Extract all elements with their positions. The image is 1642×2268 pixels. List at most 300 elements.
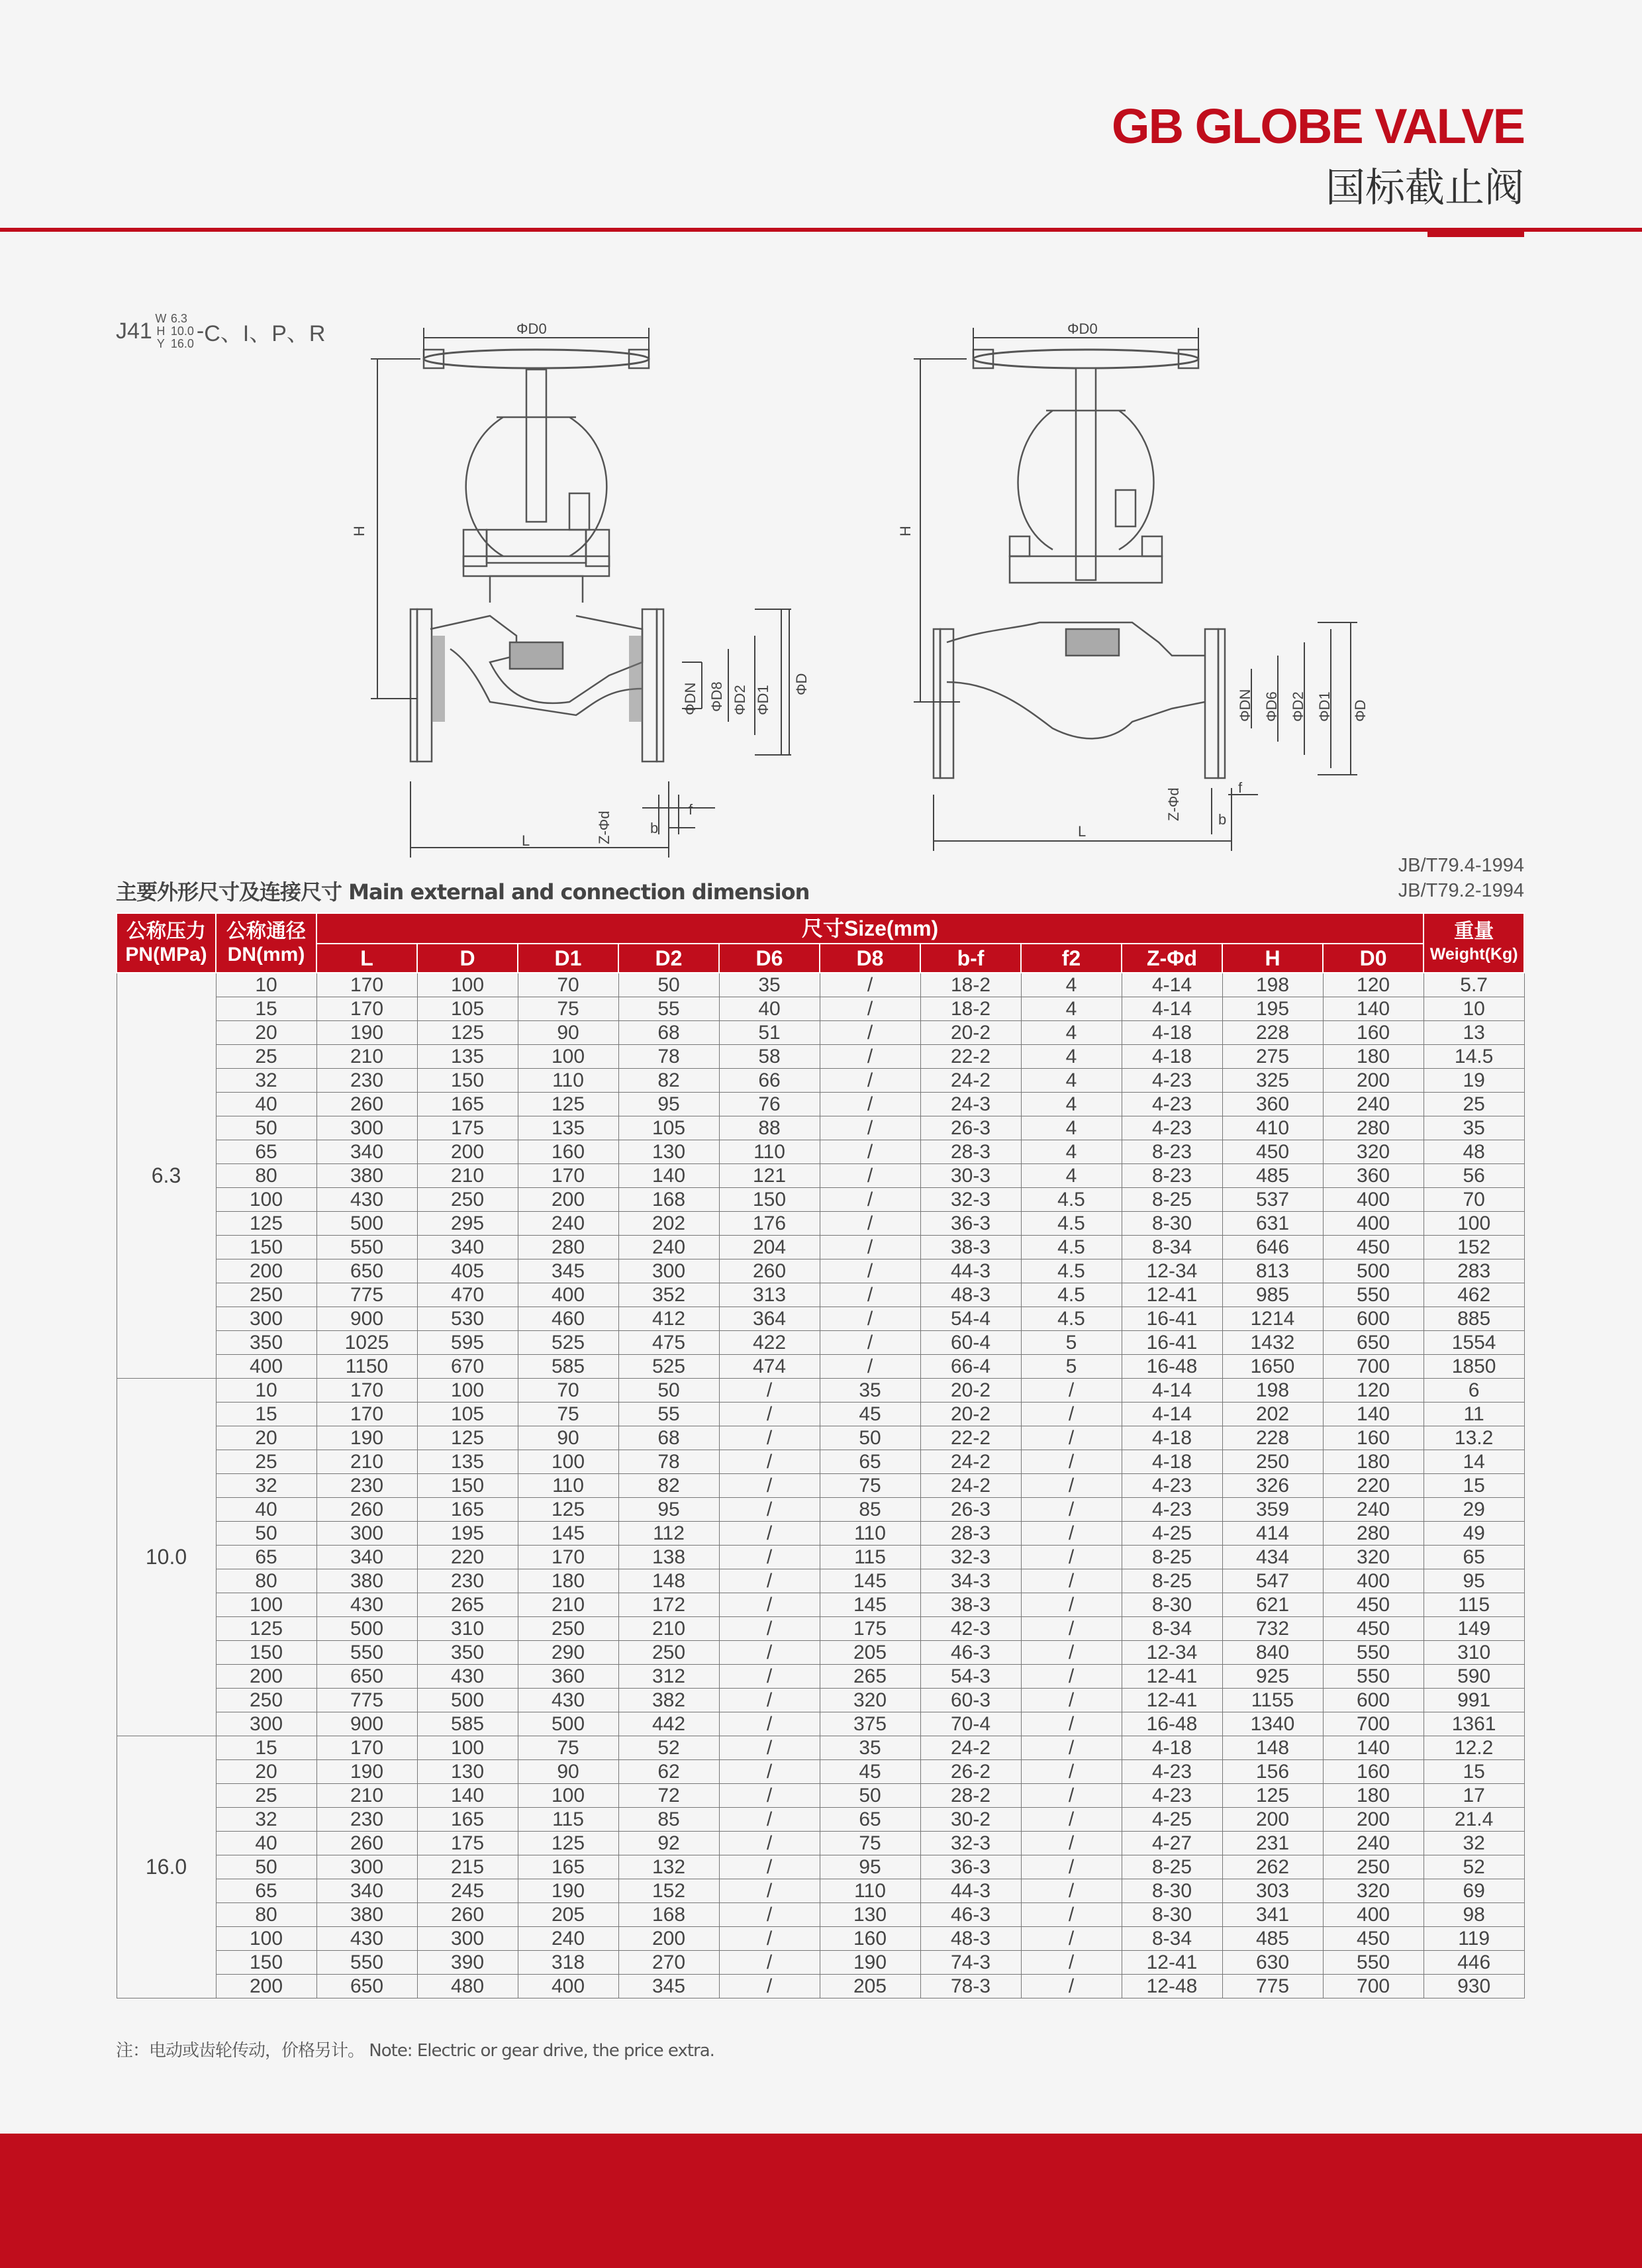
table-cell: 16-41 xyxy=(1122,1307,1222,1331)
table-cell: 475 xyxy=(618,1331,719,1355)
table-cell: 4 xyxy=(1021,1164,1122,1188)
page-title: GB GLOBE VALVE xyxy=(1112,99,1524,154)
table-cell: 930 xyxy=(1424,1975,1524,1998)
table-cell: 280 xyxy=(1323,1116,1424,1140)
label-dn: ΦDN xyxy=(682,682,699,715)
table-cell: 15 xyxy=(1424,1474,1524,1498)
table-cell: 35 xyxy=(820,1379,920,1403)
table-cell: 340 xyxy=(316,1546,417,1569)
table-cell: 400 xyxy=(1323,1569,1424,1593)
table-row xyxy=(117,1927,1524,1951)
table-cell: 547 xyxy=(1222,1569,1323,1593)
table-cell: 4-25 xyxy=(1122,1522,1222,1546)
table-cell: 500 xyxy=(316,1212,417,1236)
table-row xyxy=(117,1355,1524,1379)
table-cell: 320 xyxy=(1323,1140,1424,1164)
header-pn-en: PN(MPa) xyxy=(125,944,207,965)
table-cell: 55 xyxy=(618,1403,719,1426)
table-cell: 85 xyxy=(820,1498,920,1522)
table-cell: 359 xyxy=(1222,1498,1323,1522)
table-cell: 380 xyxy=(316,1569,417,1593)
table-row xyxy=(117,1617,1524,1641)
table-cell: 8-30 xyxy=(1122,1212,1222,1236)
table-cell: 650 xyxy=(316,1259,417,1283)
table-cell: 110 xyxy=(518,1069,618,1093)
table-cell: 340 xyxy=(417,1236,518,1259)
standard-ref: JB/T79.2-1994 xyxy=(1398,880,1524,901)
table-cell: 262 xyxy=(1222,1855,1323,1879)
column-header: D0 xyxy=(1323,944,1424,973)
table-cell: 20 xyxy=(216,1021,316,1045)
table-row xyxy=(117,1736,1524,1760)
table-cell: / xyxy=(820,1093,920,1116)
table-cell: 65 xyxy=(216,1546,316,1569)
table-row xyxy=(117,1045,1524,1069)
table-cell: 95 xyxy=(1424,1569,1524,1593)
table-cell: 4-25 xyxy=(1122,1808,1222,1832)
table-cell: 700 xyxy=(1323,1975,1424,1998)
table-cell: 460 xyxy=(518,1307,618,1331)
table-cell: 25 xyxy=(216,1450,316,1474)
table-cell: / xyxy=(719,1855,820,1879)
table-row xyxy=(117,1522,1524,1546)
table-cell: 260 xyxy=(719,1259,820,1283)
table-cell: 12-48 xyxy=(1122,1975,1222,1998)
table-cell: 345 xyxy=(518,1259,618,1283)
table-cell: 130 xyxy=(820,1903,920,1927)
table-cell: 1432 xyxy=(1222,1331,1323,1355)
table-cell: 8-30 xyxy=(1122,1879,1222,1903)
page-title-chinese: 国标截止阀 xyxy=(1326,165,1524,211)
table-cell: / xyxy=(719,1784,820,1808)
table-row xyxy=(117,1140,1524,1164)
table-cell: 30-2 xyxy=(920,1808,1021,1832)
table-row xyxy=(117,997,1524,1021)
variant-pressure: 16.0 xyxy=(170,336,194,350)
table-cell: / xyxy=(1021,1712,1122,1736)
table-cell: 300 xyxy=(316,1522,417,1546)
table-cell: 75 xyxy=(820,1474,920,1498)
label-b: b xyxy=(1218,811,1227,828)
table-cell: / xyxy=(1021,1951,1122,1975)
table-cell: 450 xyxy=(1323,1236,1424,1259)
table-cell: 410 xyxy=(1222,1116,1323,1140)
table-row xyxy=(117,1379,1524,1403)
table-cell: 430 xyxy=(518,1689,618,1712)
table-cell: 12-34 xyxy=(1122,1641,1222,1665)
table-cell: / xyxy=(719,1569,820,1593)
table-cell: 450 xyxy=(1323,1927,1424,1951)
table-cell: / xyxy=(820,1140,920,1164)
column-header: D8 xyxy=(820,944,920,973)
table-cell: 180 xyxy=(518,1569,618,1593)
table-cell: 120 xyxy=(1323,973,1424,997)
table-cell: 310 xyxy=(417,1617,518,1641)
table-cell: 48-3 xyxy=(920,1927,1021,1951)
table-cell: 13 xyxy=(1424,1021,1524,1045)
column-header: b-f xyxy=(920,944,1021,973)
table-cell: 775 xyxy=(316,1283,417,1307)
label-d8: ΦD8 xyxy=(708,681,725,712)
table-cell: 35 xyxy=(820,1736,920,1760)
table-cell: / xyxy=(719,1379,820,1403)
table-cell: 4-18 xyxy=(1122,1450,1222,1474)
table-cell: 40 xyxy=(719,997,820,1021)
table-cell: 66 xyxy=(719,1069,820,1093)
table-cell: 68 xyxy=(618,1426,719,1450)
table-cell: 480 xyxy=(417,1975,518,1998)
table-cell: 24-2 xyxy=(920,1474,1021,1498)
table-cell: 4 xyxy=(1021,1021,1122,1045)
table-row xyxy=(117,1569,1524,1593)
table-cell: 160 xyxy=(1323,1760,1424,1784)
table-cell: 140 xyxy=(1323,1403,1424,1426)
table-cell: 50 xyxy=(618,973,719,997)
table-cell: 170 xyxy=(316,1403,417,1426)
table-cell: 60-3 xyxy=(920,1689,1021,1712)
table-cell: 100 xyxy=(216,1188,316,1212)
table-cell: 360 xyxy=(1323,1164,1424,1188)
table-cell: 240 xyxy=(1323,1093,1424,1116)
table-cell: 352 xyxy=(618,1283,719,1307)
label-d: ΦD xyxy=(1352,699,1369,722)
table-cell: 260 xyxy=(417,1903,518,1927)
table-cell: 400 xyxy=(1323,1188,1424,1212)
table-cell: 160 xyxy=(518,1140,618,1164)
table-cell: 70 xyxy=(518,1379,618,1403)
header-weight-en: Weight(Kg) xyxy=(1429,945,1518,963)
table-cell: 4 xyxy=(1021,1093,1122,1116)
table-cell: 12-41 xyxy=(1122,1283,1222,1307)
table-cell: 92 xyxy=(618,1832,719,1855)
table-cell: / xyxy=(719,1498,820,1522)
table-cell: 85 xyxy=(618,1808,719,1832)
table-cell: 190 xyxy=(316,1426,417,1450)
table-cell: / xyxy=(1021,1927,1122,1951)
table-cell: 145 xyxy=(820,1593,920,1617)
table-cell: 250 xyxy=(216,1283,316,1307)
table-cell: 240 xyxy=(1323,1832,1424,1855)
table-cell: 150 xyxy=(417,1069,518,1093)
table-cell: 72 xyxy=(618,1784,719,1808)
table-cell: 631 xyxy=(1222,1212,1323,1236)
table-cell: 100 xyxy=(518,1784,618,1808)
table-cell: 364 xyxy=(719,1307,820,1331)
column-header: H xyxy=(1222,944,1323,973)
table-cell: / xyxy=(719,1641,820,1665)
table-cell: 310 xyxy=(1424,1641,1524,1665)
table-cell: 550 xyxy=(316,1236,417,1259)
table-cell: 46-3 xyxy=(920,1641,1021,1665)
table-row xyxy=(117,1665,1524,1689)
table-cell: 49 xyxy=(1424,1522,1524,1546)
table-cell: / xyxy=(820,1045,920,1069)
table-cell: 240 xyxy=(518,1927,618,1951)
table-cell: 170 xyxy=(316,1736,417,1760)
table-cell: 36-3 xyxy=(920,1212,1021,1236)
table-cell: 32 xyxy=(1424,1832,1524,1855)
table-cell: 32 xyxy=(216,1069,316,1093)
table-cell: 32-3 xyxy=(920,1546,1021,1569)
table-cell: 8-23 xyxy=(1122,1140,1222,1164)
table-cell: 991 xyxy=(1424,1689,1524,1712)
table-cell: 11 xyxy=(1424,1403,1524,1426)
table-cell: 110 xyxy=(820,1879,920,1903)
table-cell: 156 xyxy=(1222,1760,1323,1784)
table-cell: 650 xyxy=(316,1665,417,1689)
table-cell: 210 xyxy=(618,1617,719,1641)
table-cell: 100 xyxy=(518,1045,618,1069)
table-cell: 152 xyxy=(618,1879,719,1903)
model-variant-stack xyxy=(155,313,194,350)
table-cell: 12-41 xyxy=(1122,1665,1222,1689)
table-cell: 434 xyxy=(1222,1546,1323,1569)
table-cell: 8-25 xyxy=(1122,1188,1222,1212)
table-cell: 230 xyxy=(316,1808,417,1832)
table-row xyxy=(117,1069,1524,1093)
table-cell: / xyxy=(820,1164,920,1188)
table-cell: 1025 xyxy=(316,1331,417,1355)
table-cell: 168 xyxy=(618,1188,719,1212)
table-cell: 28-3 xyxy=(920,1522,1021,1546)
table-cell: 24-2 xyxy=(920,1069,1021,1093)
variant-letter: H xyxy=(156,324,166,338)
table-cell: / xyxy=(719,1760,820,1784)
label-b: b xyxy=(650,820,659,836)
table-cell: 12.2 xyxy=(1424,1736,1524,1760)
table-cell: / xyxy=(719,1450,820,1474)
table-cell: 500 xyxy=(518,1712,618,1736)
table-cell: 100 xyxy=(216,1927,316,1951)
table-cell: 240 xyxy=(518,1212,618,1236)
table-cell: 54-3 xyxy=(920,1665,1021,1689)
table-cell: 250 xyxy=(216,1689,316,1712)
table-cell: 148 xyxy=(1222,1736,1323,1760)
table-cell: 135 xyxy=(417,1450,518,1474)
table-cell: 65 xyxy=(216,1140,316,1164)
table-cell: 24-2 xyxy=(920,1450,1021,1474)
table-cell: 732 xyxy=(1222,1617,1323,1641)
label-d0: ΦD0 xyxy=(516,320,547,337)
pressure-cell: 16.0 xyxy=(117,1736,216,1998)
table-cell: 125 xyxy=(216,1212,316,1236)
table-cell: 82 xyxy=(618,1474,719,1498)
table-cell: 382 xyxy=(618,1689,719,1712)
valve-drawing-flanged-b xyxy=(894,311,1397,861)
table-cell: 4.5 xyxy=(1021,1236,1122,1259)
table-cell: 303 xyxy=(1222,1879,1323,1903)
table-cell: 813 xyxy=(1222,1259,1323,1283)
header-weight-cn: 重量 xyxy=(1454,920,1494,942)
table-cell: 20 xyxy=(216,1760,316,1784)
table-cell: 48 xyxy=(1424,1140,1524,1164)
table-cell: 95 xyxy=(618,1498,719,1522)
table-cell: / xyxy=(820,1069,920,1093)
table-cell: 150 xyxy=(417,1474,518,1498)
table-row xyxy=(117,1188,1524,1212)
table-cell: 300 xyxy=(316,1116,417,1140)
table-cell: 210 xyxy=(316,1450,417,1474)
table-cell: 160 xyxy=(820,1927,920,1951)
table-cell: 500 xyxy=(417,1689,518,1712)
table-cell: 537 xyxy=(1222,1188,1323,1212)
table-cell: / xyxy=(820,1212,920,1236)
table-cell: / xyxy=(820,973,920,997)
table-cell: 590 xyxy=(1424,1665,1524,1689)
table-cell: 412 xyxy=(618,1307,719,1331)
table-cell: 4-18 xyxy=(1122,1426,1222,1450)
table-cell: 430 xyxy=(316,1188,417,1212)
table-body xyxy=(117,973,1524,1998)
table-cell: 195 xyxy=(417,1522,518,1546)
model-prefix: J41 xyxy=(116,318,152,344)
table-cell: 90 xyxy=(518,1426,618,1450)
table-row xyxy=(117,1236,1524,1259)
header-pn xyxy=(117,913,216,973)
table-cell: / xyxy=(1021,1498,1122,1522)
table-cell: / xyxy=(719,1808,820,1832)
table-cell: 231 xyxy=(1222,1832,1323,1855)
table-cell: 4 xyxy=(1021,973,1122,997)
table-cell: 19 xyxy=(1424,1069,1524,1093)
table-cell: 88 xyxy=(719,1116,820,1140)
table-cell: 160 xyxy=(1323,1426,1424,1450)
table-cell: 15 xyxy=(1424,1760,1524,1784)
table-cell: 300 xyxy=(216,1712,316,1736)
table-cell: 4-14 xyxy=(1122,973,1222,997)
table-cell: 52 xyxy=(618,1736,719,1760)
table-cell: 422 xyxy=(719,1331,820,1355)
table-cell: 442 xyxy=(618,1712,719,1736)
table-row xyxy=(117,1593,1524,1617)
table-cell: 149 xyxy=(1424,1617,1524,1641)
table-cell: 4-18 xyxy=(1122,1045,1222,1069)
table-cell: 190 xyxy=(820,1951,920,1975)
table-cell: 4-23 xyxy=(1122,1474,1222,1498)
table-cell: / xyxy=(719,1951,820,1975)
table-cell: 50 xyxy=(216,1116,316,1140)
table-cell: 74-3 xyxy=(920,1951,1021,1975)
table-cell: 10 xyxy=(216,1379,316,1403)
table-cell: 190 xyxy=(316,1760,417,1784)
table-cell: 5 xyxy=(1021,1331,1122,1355)
table-cell: 985 xyxy=(1222,1283,1323,1307)
table-cell: 125 xyxy=(518,1093,618,1116)
table-cell: 4-14 xyxy=(1122,997,1222,1021)
table-cell: 170 xyxy=(518,1164,618,1188)
table-cell: 42-3 xyxy=(920,1617,1021,1641)
table-cell: 20-2 xyxy=(920,1379,1021,1403)
table-cell: 525 xyxy=(618,1355,719,1379)
table-cell: 15 xyxy=(216,1403,316,1426)
table-cell: / xyxy=(719,1736,820,1760)
table-cell: 105 xyxy=(618,1116,719,1140)
table-cell: 32 xyxy=(216,1474,316,1498)
table-cell: 50 xyxy=(216,1855,316,1879)
table-cell: 200 xyxy=(1222,1808,1323,1832)
table-row xyxy=(117,1403,1524,1426)
table-cell: 4 xyxy=(1021,997,1122,1021)
model-suffix: C、I、P、R xyxy=(204,320,326,346)
table-cell: 300 xyxy=(618,1259,719,1283)
table-cell: 22-2 xyxy=(920,1426,1021,1450)
table-cell: 500 xyxy=(316,1617,417,1641)
table-cell: / xyxy=(820,1259,920,1283)
table-cell: 295 xyxy=(417,1212,518,1236)
column-header: L xyxy=(316,944,417,973)
table-cell: 400 xyxy=(1323,1903,1424,1927)
table-cell: 250 xyxy=(1222,1450,1323,1474)
table-cell: 65 xyxy=(820,1808,920,1832)
table-cell: 210 xyxy=(316,1784,417,1808)
table-cell: 95 xyxy=(618,1093,719,1116)
table-cell: 12-34 xyxy=(1122,1259,1222,1283)
table-cell: / xyxy=(1021,1546,1122,1569)
table-cell: 885 xyxy=(1424,1307,1524,1331)
table-cell: 170 xyxy=(316,1379,417,1403)
table-cell: 115 xyxy=(820,1546,920,1569)
table-cell: 220 xyxy=(1323,1474,1424,1498)
column-header: D xyxy=(417,944,518,973)
table-row xyxy=(117,1641,1524,1665)
table-cell: 100 xyxy=(417,973,518,997)
table-cell: 8-30 xyxy=(1122,1903,1222,1927)
table-cell: 24-3 xyxy=(920,1093,1021,1116)
section-title: 主要外形尺寸及连接尺寸 Main external and connection dimension xyxy=(116,879,810,905)
table-cell: 260 xyxy=(316,1832,417,1855)
table-cell: 172 xyxy=(618,1593,719,1617)
table-row xyxy=(117,1784,1524,1808)
label-l: L xyxy=(1078,823,1087,840)
table-cell: / xyxy=(1021,1832,1122,1855)
table-cell: 30-3 xyxy=(920,1164,1021,1188)
table-cell: 205 xyxy=(820,1975,920,1998)
table-cell: 40 xyxy=(216,1832,316,1855)
table-cell: 5.7 xyxy=(1424,973,1524,997)
table-cell: 550 xyxy=(316,1641,417,1665)
table-cell: 18-2 xyxy=(920,973,1021,997)
table-cell: 290 xyxy=(518,1641,618,1665)
table-cell: 180 xyxy=(1323,1784,1424,1808)
table-cell: 75 xyxy=(820,1832,920,1855)
table-cell: 152 xyxy=(1424,1236,1524,1259)
table-cell: 260 xyxy=(316,1498,417,1522)
table-cell: / xyxy=(1021,1403,1122,1426)
table-cell: 95 xyxy=(820,1855,920,1879)
table-cell: 175 xyxy=(417,1116,518,1140)
table-cell: 125 xyxy=(417,1021,518,1045)
table-cell: 318 xyxy=(518,1951,618,1975)
table-cell: 105 xyxy=(417,997,518,1021)
label-d: ΦD xyxy=(793,673,810,695)
table-cell: / xyxy=(1021,1641,1122,1665)
table-cell: 320 xyxy=(1323,1879,1424,1903)
table-cell: 54-4 xyxy=(920,1307,1021,1331)
table-row xyxy=(117,973,1524,997)
table-cell: 230 xyxy=(316,1474,417,1498)
table-cell: 341 xyxy=(1222,1903,1323,1927)
table-cell: 38-3 xyxy=(920,1236,1021,1259)
table-row xyxy=(117,1498,1524,1522)
table-cell: 265 xyxy=(417,1593,518,1617)
table-cell: 202 xyxy=(1222,1403,1323,1426)
table-cell: / xyxy=(719,1403,820,1426)
table-cell: 1155 xyxy=(1222,1689,1323,1712)
table-cell: / xyxy=(820,1355,920,1379)
table-cell: / xyxy=(1021,1569,1122,1593)
table-cell: 228 xyxy=(1222,1426,1323,1450)
table-cell: 148 xyxy=(618,1569,719,1593)
